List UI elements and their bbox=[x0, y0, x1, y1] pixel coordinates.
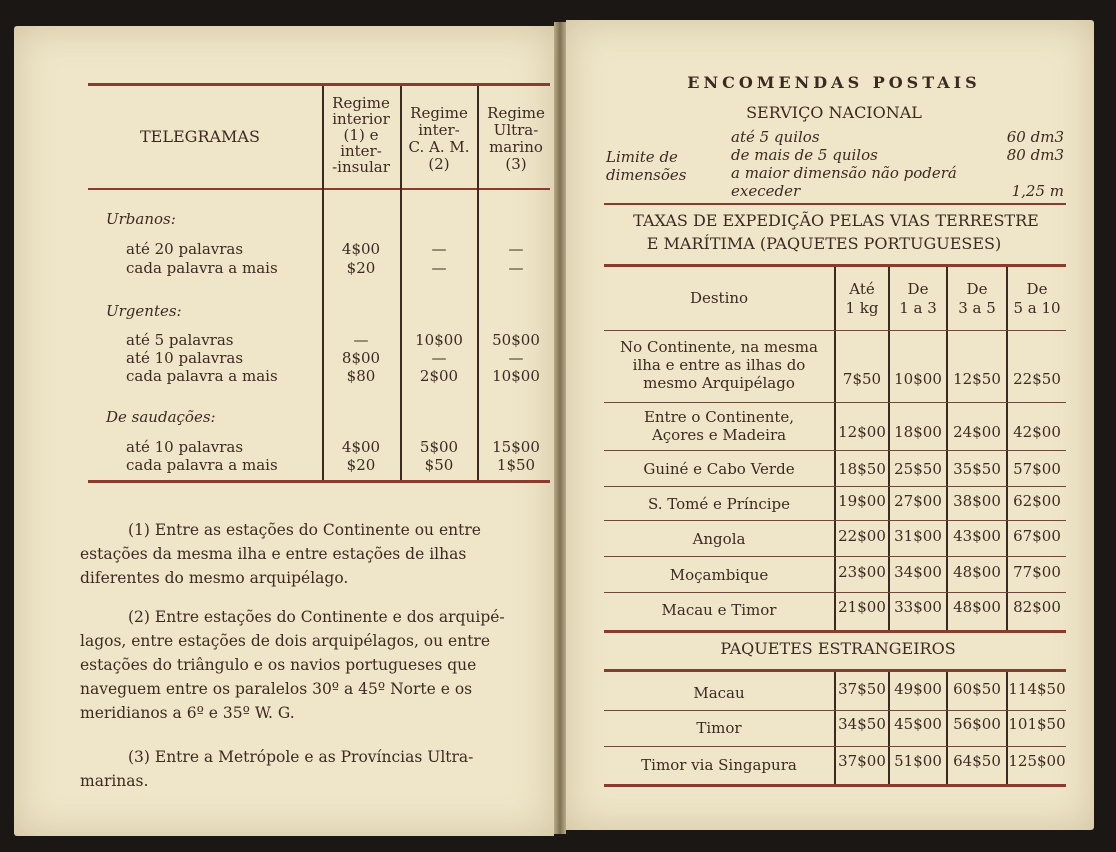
row-value: 37$00 bbox=[838, 752, 886, 770]
row-label: ilha e entre as ilhas do bbox=[632, 356, 806, 374]
row-value: 34$00 bbox=[894, 563, 942, 581]
row-value: 43$00 bbox=[953, 527, 1001, 545]
book-gutter bbox=[554, 22, 566, 834]
row-value: 34$50 bbox=[838, 715, 886, 733]
row-value: 22$00 bbox=[838, 527, 886, 545]
row-value: 1$50 bbox=[496, 456, 536, 474]
header-col2-line2: inter- bbox=[418, 121, 460, 139]
row-divider bbox=[604, 520, 1066, 521]
row-label: No Continente, na mesma bbox=[620, 338, 818, 356]
row-value: 7$50 bbox=[842, 370, 882, 388]
row-value: 24$00 bbox=[953, 423, 1001, 441]
row-value: — bbox=[353, 331, 369, 349]
row-value: 2$00 bbox=[419, 367, 459, 385]
row-label: S. Tomé e Príncipe bbox=[647, 495, 791, 513]
limite-text: a maior dimensão não poderá bbox=[731, 164, 957, 182]
header-col3-line4: (3) bbox=[505, 155, 527, 173]
taxas-top-rule bbox=[604, 203, 1066, 205]
header-col2-line4: (2) bbox=[428, 155, 450, 173]
header-col2: 1 a 3 bbox=[899, 299, 937, 317]
footnote-3 bbox=[80, 745, 552, 793]
row-value: 125$00 bbox=[1008, 752, 1066, 770]
row-label: Entre o Continente, bbox=[643, 408, 795, 426]
limite-label-line2: dimensões bbox=[606, 166, 687, 184]
row-value: 31$00 bbox=[894, 527, 942, 545]
row-value: 15$00 bbox=[492, 438, 540, 456]
row-label: cada palavra a mais bbox=[126, 367, 278, 385]
header-col3-line3: marino bbox=[489, 138, 543, 156]
row-label: até 20 palavras bbox=[126, 240, 244, 258]
header-destino: Destino bbox=[689, 289, 749, 307]
taxas-title-line1: TAXAS DE EXPEDIÇÃO PELAS VIAS TERRESTRE bbox=[633, 211, 1039, 230]
row-label: Timor bbox=[696, 719, 742, 737]
row-value: 57$00 bbox=[1013, 460, 1061, 478]
paquetes-bottom-rule bbox=[604, 784, 1066, 787]
row-value: $50 bbox=[424, 456, 454, 474]
row-divider bbox=[604, 486, 1066, 487]
row-value: 67$00 bbox=[1013, 527, 1061, 545]
header-col1-line3: (1) e bbox=[343, 126, 379, 144]
row-value: 64$50 bbox=[953, 752, 1001, 770]
header-col2-line1: Regime bbox=[410, 104, 468, 122]
row-divider bbox=[604, 592, 1066, 593]
footnote-line: naveguem entre os paralelos 30º a 45º Norte e os bbox=[80, 680, 473, 698]
footnote-line: (3) Entre a Metrópole e as Províncias Ultra- bbox=[128, 748, 474, 766]
taxas-title-line2: E MARÍTIMA (PAQUETES PORTUGUESES) bbox=[646, 234, 1002, 253]
row-value: $80 bbox=[346, 367, 376, 385]
footnote-line: diferentes do mesmo arquipélago. bbox=[80, 569, 349, 587]
row-value: 25$50 bbox=[894, 460, 942, 478]
row-divider bbox=[604, 450, 1066, 451]
group-label-saudacoes: De saudações: bbox=[106, 408, 216, 426]
row-value: 21$00 bbox=[838, 598, 886, 616]
row-value: — bbox=[508, 349, 524, 367]
row-divider bbox=[604, 556, 1066, 557]
limite-value: 80 dm3 bbox=[1006, 146, 1064, 164]
row-value: 8$00 bbox=[341, 349, 381, 367]
row-value: 27$00 bbox=[894, 492, 942, 510]
header-col2-line3: C. A. M. bbox=[408, 138, 470, 156]
limite-value: 60 dm3 bbox=[1006, 128, 1064, 146]
row-value: 23$00 bbox=[838, 563, 886, 581]
row-value: 56$00 bbox=[953, 715, 1001, 733]
row-label: cada palavra a mais bbox=[126, 456, 278, 474]
footnote-line: (1) Entre as estações do Continente ou entre bbox=[128, 521, 481, 539]
row-value: 22$50 bbox=[1013, 370, 1061, 388]
row-value: 12$50 bbox=[953, 370, 1001, 388]
row-value: 48$00 bbox=[953, 563, 1001, 581]
row-label: cada palavra a mais bbox=[126, 259, 278, 277]
header-col1-line2: interior bbox=[332, 110, 390, 128]
table-top-rule bbox=[88, 83, 550, 86]
limite-text: de mais de 5 quilos bbox=[731, 146, 878, 164]
limite-label-line1: Limite de bbox=[606, 148, 678, 166]
row-value: 4$00 bbox=[341, 240, 381, 258]
footnote-line: (2) Entre estações do Continente e dos arquipé- bbox=[128, 608, 505, 626]
row-divider bbox=[604, 746, 1066, 747]
row-divider bbox=[604, 330, 1066, 331]
row-value: — bbox=[431, 259, 447, 277]
header-col1: Até bbox=[849, 280, 875, 298]
group-label-urgentes: Urgentes: bbox=[106, 302, 182, 320]
row-label: mesmo Arquipélago bbox=[643, 374, 795, 392]
header-col4: De bbox=[1026, 280, 1048, 298]
header-col4: 5 a 10 bbox=[1013, 299, 1061, 317]
row-value: 114$50 bbox=[1008, 680, 1066, 698]
row-value: 50$00 bbox=[492, 331, 540, 349]
limite-text: execeder bbox=[731, 182, 801, 200]
header-col1-line4: inter- bbox=[340, 142, 382, 160]
footnote-line: estações da mesma ilha e entre estações de ilhas bbox=[80, 545, 467, 563]
row-label: Angola bbox=[692, 530, 746, 548]
row-value: 12$00 bbox=[838, 423, 886, 441]
footnote-line: marinas. bbox=[80, 772, 149, 790]
row-label: Guiné e Cabo Verde bbox=[643, 460, 795, 478]
limite-text: até 5 quilos bbox=[731, 128, 820, 146]
row-value: 60$50 bbox=[953, 680, 1001, 698]
row-value: — bbox=[431, 349, 447, 367]
row-value: 35$50 bbox=[953, 460, 1001, 478]
row-value: 45$00 bbox=[894, 715, 942, 733]
col-divider-2 bbox=[400, 86, 402, 480]
row-value: 77$00 bbox=[1013, 563, 1061, 581]
row-label: Macau bbox=[693, 684, 745, 702]
header-col2: De bbox=[907, 280, 929, 298]
row-value: 10$00 bbox=[415, 331, 463, 349]
row-label: Macau e Timor bbox=[661, 601, 777, 619]
row-value: 5$00 bbox=[419, 438, 459, 456]
limite-value: 1,25 m bbox=[1011, 182, 1064, 200]
footnote-1 bbox=[80, 518, 552, 590]
row-label: até 10 palavras bbox=[126, 438, 244, 456]
row-label: até 10 palavras bbox=[126, 349, 244, 367]
table-bottom-rule bbox=[88, 480, 550, 483]
header-col3-line2: Ultra- bbox=[493, 121, 539, 139]
row-value: 51$00 bbox=[894, 752, 942, 770]
header-bottom-rule bbox=[88, 188, 550, 190]
col-divider-1 bbox=[322, 86, 324, 480]
row-value: — bbox=[508, 240, 524, 258]
encomendas-title: ENCOMENDAS POSTAIS bbox=[687, 73, 981, 92]
paquetes-title: PAQUETES ESTRANGEIROS bbox=[720, 639, 956, 658]
row-value: 18$50 bbox=[838, 460, 886, 478]
row-value: 19$00 bbox=[838, 492, 886, 510]
col-divider-3 bbox=[477, 86, 479, 480]
row-divider bbox=[604, 402, 1066, 403]
row-value: 62$00 bbox=[1013, 492, 1061, 510]
header-col3: De bbox=[966, 280, 988, 298]
row-value: 82$00 bbox=[1013, 598, 1061, 616]
footnote-line: lagos, entre estações de dois arquipélagos, ou entre bbox=[80, 632, 491, 650]
footnote-2 bbox=[80, 605, 552, 725]
row-value: 42$00 bbox=[1013, 423, 1061, 441]
row-divider bbox=[604, 710, 1066, 711]
telegramas-title: TELEGRAMAS bbox=[140, 127, 260, 146]
row-label: Moçambique bbox=[669, 566, 769, 584]
row-value: 10$00 bbox=[492, 367, 540, 385]
row-value: 33$00 bbox=[894, 598, 942, 616]
row-value: 38$00 bbox=[953, 492, 1001, 510]
group-label-urbanos: Urbanos: bbox=[106, 210, 176, 228]
row-value: 37$50 bbox=[838, 680, 886, 698]
row-value: 10$00 bbox=[894, 370, 942, 388]
row-label: Açores e Madeira bbox=[651, 426, 787, 444]
row-value: — bbox=[431, 240, 447, 258]
header-col1: 1 kg bbox=[845, 299, 879, 317]
row-value: 48$00 bbox=[953, 598, 1001, 616]
row-label: Timor via Singapura bbox=[641, 756, 797, 774]
servico-nacional-title: SERVIÇO NACIONAL bbox=[746, 103, 922, 122]
row-label: até 5 palavras bbox=[126, 331, 234, 349]
footnote-line: estações do triângulo e os navios portugueses que bbox=[80, 656, 477, 674]
header-col1-line1: Regime bbox=[332, 94, 390, 112]
row-value: 49$00 bbox=[894, 680, 942, 698]
row-value: — bbox=[508, 259, 524, 277]
row-value: 18$00 bbox=[894, 423, 942, 441]
header-col3: 3 a 5 bbox=[958, 299, 996, 317]
header-col3-line1: Regime bbox=[487, 104, 545, 122]
header-col1-line5: -insular bbox=[332, 158, 390, 176]
row-value: 101$50 bbox=[1008, 715, 1066, 733]
row-value: $20 bbox=[346, 456, 376, 474]
taxas-table-bottom-rule bbox=[604, 630, 1066, 633]
footnote-line: meridianos a 6º e 35º W. G. bbox=[80, 704, 295, 722]
row-value: 4$00 bbox=[341, 438, 381, 456]
row-value: $20 bbox=[346, 259, 376, 277]
